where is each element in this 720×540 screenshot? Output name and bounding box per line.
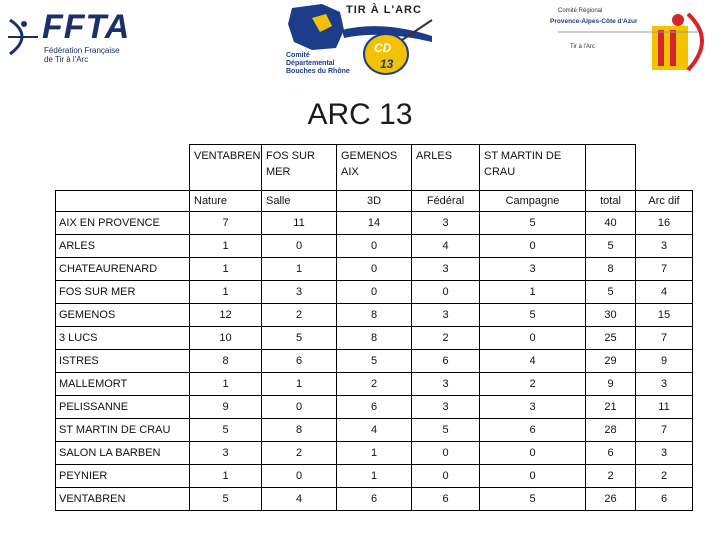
value-cell: 0 (337, 235, 412, 258)
value-cell: 11 (262, 212, 337, 235)
header-cell (56, 191, 190, 212)
header-cell: 3D (337, 191, 412, 212)
value-cell: 16 (636, 212, 693, 235)
ffta-subtitle: Fédération Française de Tir à l'Arc (44, 46, 120, 64)
value-cell: 2 (262, 304, 337, 327)
club-name-cell: PELISSANNE (56, 396, 190, 419)
value-cell: 5 (480, 212, 586, 235)
value-cell: 4 (337, 419, 412, 442)
cd13-banner: TIR À L'ARC (346, 4, 422, 16)
value-cell: 0 (262, 465, 337, 488)
value-cell: 0 (337, 281, 412, 304)
header-cell: VENTABREN (190, 145, 262, 191)
value-cell: 5 (190, 488, 262, 511)
value-cell: 0 (480, 465, 586, 488)
cd13-logo (282, 0, 442, 80)
header-cell: Campagne (480, 191, 586, 212)
value-cell: 9 (636, 350, 693, 373)
value-cell: 8 (586, 258, 636, 281)
value-cell: 14 (337, 212, 412, 235)
value-cell: 8 (337, 327, 412, 350)
table-row (56, 304, 693, 327)
value-cell: 3 (636, 235, 693, 258)
value-cell: 1 (262, 258, 337, 281)
club-name-cell: ST MARTIN DE CRAU (56, 419, 190, 442)
header-cell: total (586, 191, 636, 212)
value-cell: 2 (337, 373, 412, 396)
value-cell: 5 (262, 327, 337, 350)
value-cell: 0 (412, 442, 480, 465)
value-cell: 2 (480, 373, 586, 396)
value-cell: 6 (586, 442, 636, 465)
ffta-logo (4, 4, 134, 74)
value-cell: 4 (480, 350, 586, 373)
value-cell: 15 (636, 304, 693, 327)
header-cell: Arc dif (636, 191, 693, 212)
value-cell: 8 (337, 304, 412, 327)
header-cell: FOS SUR MER (262, 145, 337, 191)
value-cell: 1 (190, 281, 262, 304)
value-cell: 5 (586, 281, 636, 304)
club-name-cell: MALLEMORT (56, 373, 190, 396)
regional-line3: Tir à l'Arc (570, 44, 595, 50)
value-cell: 3 (412, 212, 480, 235)
value-cell: 0 (480, 235, 586, 258)
value-cell: 6 (480, 419, 586, 442)
table-row (56, 396, 693, 419)
value-cell: 3 (636, 442, 693, 465)
table-header-clubs (56, 145, 693, 191)
value-cell: 1 (190, 373, 262, 396)
value-cell: 6 (636, 488, 693, 511)
value-cell: 0 (412, 281, 480, 304)
value-cell: 9 (586, 373, 636, 396)
table-row (56, 281, 693, 304)
value-cell: 5 (190, 419, 262, 442)
cd-badge-number: 13 (380, 57, 394, 71)
value-cell: 10 (190, 327, 262, 350)
value-cell: 3 (412, 304, 480, 327)
value-cell: 7 (190, 212, 262, 235)
value-cell: 6 (412, 488, 480, 511)
header-cell (586, 145, 636, 191)
value-cell: 6 (412, 350, 480, 373)
value-cell: 4 (262, 488, 337, 511)
value-cell: 1 (480, 281, 586, 304)
table-row (56, 258, 693, 281)
value-cell: 0 (337, 258, 412, 281)
value-cell: 3 (190, 442, 262, 465)
value-cell: 21 (586, 396, 636, 419)
regional-line2: Provence-Alpes-Côte d'Azur (550, 18, 638, 25)
value-cell: 11 (636, 396, 693, 419)
value-cell: 40 (586, 212, 636, 235)
value-cell: 1 (337, 465, 412, 488)
value-cell: 30 (586, 304, 636, 327)
value-cell: 9 (190, 396, 262, 419)
value-cell: 3 (412, 373, 480, 396)
value-cell: 7 (636, 258, 693, 281)
club-name-cell: SALON LA BARBEN (56, 442, 190, 465)
header-cell (56, 145, 190, 191)
value-cell: 3 (412, 396, 480, 419)
club-name-cell: VENTABREN (56, 488, 190, 511)
cd13-name: Comité Départemental Bouches du Rhône (286, 52, 350, 75)
value-cell: 0 (480, 442, 586, 465)
club-name-cell: ISTRES (56, 350, 190, 373)
value-cell: 25 (586, 327, 636, 350)
header-cell (636, 145, 693, 191)
value-cell: 3 (480, 258, 586, 281)
value-cell: 4 (636, 281, 693, 304)
ffta-wordmark: FFTA (42, 8, 131, 46)
table-row (56, 212, 693, 235)
value-cell: 4 (412, 235, 480, 258)
club-name-cell: FOS SUR MER (56, 281, 190, 304)
value-cell: 29 (586, 350, 636, 373)
value-cell: 2 (586, 465, 636, 488)
value-cell: 0 (262, 396, 337, 419)
table-row (56, 350, 693, 373)
club-name-cell: GEMENOS (56, 304, 190, 327)
header-cell: Fédéral (412, 191, 480, 212)
table-header-disciplines (56, 191, 693, 212)
header-cell: ST MARTIN DE CRAU (480, 145, 586, 191)
regional-committee-logo (548, 4, 716, 76)
cd-badge-text: CD (374, 41, 392, 55)
club-name-cell: ARLES (56, 235, 190, 258)
value-cell: 26 (586, 488, 636, 511)
regional-line1: Comité Régional (558, 8, 603, 14)
value-cell: 2 (412, 327, 480, 350)
value-cell: 8 (262, 419, 337, 442)
value-cell: 12 (190, 304, 262, 327)
value-cell: 6 (337, 488, 412, 511)
value-cell: 1 (190, 235, 262, 258)
value-cell: 5 (480, 304, 586, 327)
table-row (56, 327, 693, 350)
value-cell: 1 (262, 373, 337, 396)
value-cell: 5 (337, 350, 412, 373)
table-row (56, 373, 693, 396)
value-cell: 5 (412, 419, 480, 442)
table-row (56, 465, 693, 488)
club-name-cell: 3 LUCS (56, 327, 190, 350)
value-cell: 6 (337, 396, 412, 419)
value-cell: 7 (636, 327, 693, 350)
archer-icon (4, 14, 40, 58)
value-cell: 3 (412, 258, 480, 281)
value-cell: 3 (636, 373, 693, 396)
table-row (56, 235, 693, 258)
page-title: ARC 13 (307, 98, 413, 131)
value-cell: 1 (190, 465, 262, 488)
value-cell: 6 (262, 350, 337, 373)
value-cell: 3 (262, 281, 337, 304)
value-cell: 5 (480, 488, 586, 511)
value-cell: 0 (412, 465, 480, 488)
archer-target-icon (548, 4, 716, 76)
value-cell: 2 (636, 465, 693, 488)
club-results-table (55, 144, 693, 511)
value-cell: 28 (586, 419, 636, 442)
header-cell: GEMENOS AIX (337, 145, 412, 191)
value-cell: 0 (480, 327, 586, 350)
value-cell: 1 (337, 442, 412, 465)
header-cell: Salle (262, 191, 337, 212)
club-name-cell: AIX EN PROVENCE (56, 212, 190, 235)
header-cell: Nature (190, 191, 262, 212)
table-row (56, 442, 693, 465)
value-cell: 7 (636, 419, 693, 442)
table-row (56, 488, 693, 511)
value-cell: 2 (262, 442, 337, 465)
club-name-cell: PEYNIER (56, 465, 190, 488)
value-cell: 8 (190, 350, 262, 373)
header-cell: ARLES (412, 145, 480, 191)
table-row (56, 419, 693, 442)
value-cell: 3 (480, 396, 586, 419)
value-cell: 0 (262, 235, 337, 258)
club-name-cell: CHATEAURENARD (56, 258, 190, 281)
value-cell: 1 (190, 258, 262, 281)
value-cell: 5 (586, 235, 636, 258)
